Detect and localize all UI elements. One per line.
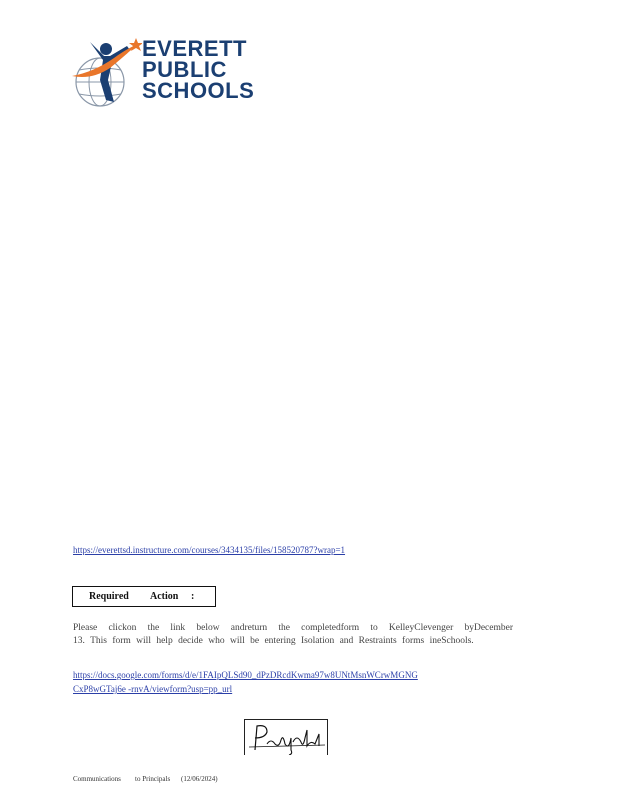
district-logo <box>70 36 260 112</box>
logo-wordmark <box>142 38 254 101</box>
google-form-link-line-2[interactable]: CxP8wGTaj6e -rnvA/viewform?usp=pp_url <box>73 684 233 694</box>
footer-to-principals: to Principals <box>135 775 171 783</box>
logo-emblem-icon <box>70 36 142 112</box>
signature-icon <box>245 720 328 755</box>
instructions-line-2: 13. This form will help decide who will be entering Isolation and Restraints forms ineSchools. <box>73 636 474 646</box>
required-action-box <box>72 586 216 607</box>
instructions-line-1: Please clickon the link below andreturn the completedform to KelleyClevenger byDecember <box>73 623 513 633</box>
google-form-link-line-1[interactable]: https://docs.google.com/forms/d/e/1FAIpQLSd90_dPzDRcdKwma97w8UNtMsnWCrwMGNG <box>73 670 418 680</box>
required-label: Required <box>89 591 129 602</box>
footer-communications: Communications <box>73 775 121 783</box>
footer-date: (12/06/2024) <box>181 775 218 783</box>
action-colon: : <box>191 591 195 602</box>
instructions-paragraph <box>73 622 513 648</box>
logo-line-public: PUBLIC <box>142 57 227 82</box>
canvas-file-link[interactable]: https://everettsd.instructure.com/courses/3434135/files/158520787?wrap=1 <box>73 545 346 555</box>
logo-line-schools: SCHOOLS <box>142 78 255 103</box>
action-label: Action <box>150 591 179 602</box>
logo-line-everett: EVERETT <box>142 36 247 61</box>
signature-box <box>244 719 328 755</box>
